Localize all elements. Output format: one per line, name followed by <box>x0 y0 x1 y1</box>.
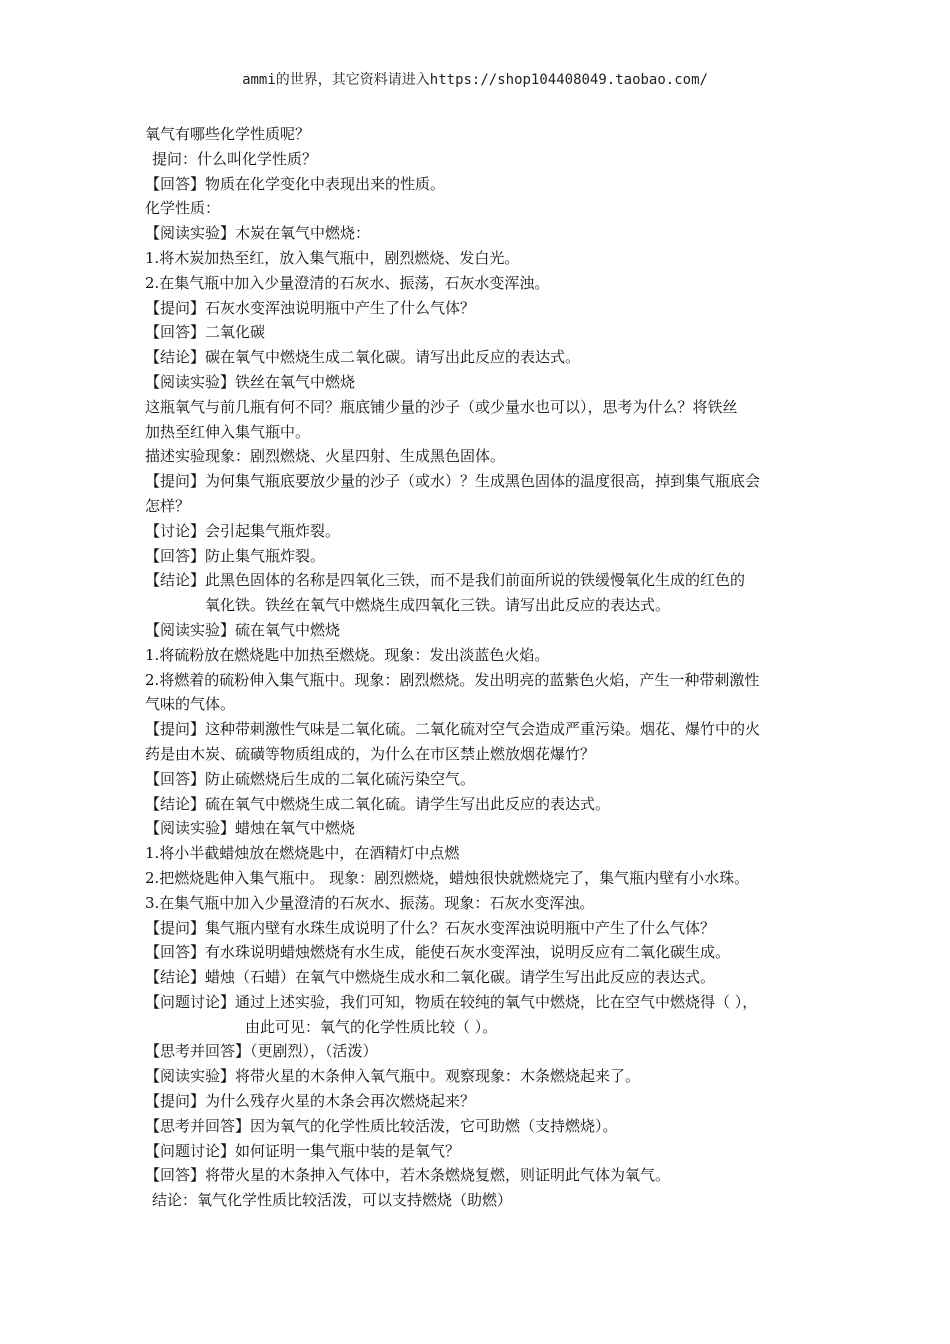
text-line: 由此可见：氧气的化学性质比较（ ）。 <box>245 1017 498 1036</box>
text-line: 【回答】防止硫燃烧后生成的二氧化硫污染空气。 <box>145 769 476 788</box>
text-line: 结论：氧气化学性质比较活泼，可以支持燃烧（助燃） <box>152 1191 513 1210</box>
text-line: 2.在集气瓶中加入少量澄清的石灰水、振荡，石灰水变浑浊。 <box>145 273 550 292</box>
header-prefix: ammi <box>242 72 276 88</box>
text-line: 【结论】碳在氧气中燃烧生成二氧化碳。请写出此反应的表达式。 <box>145 348 581 367</box>
text-line: 【提问】集气瓶内壁有水珠生成说明了什么？石灰水变浑浊说明瓶中产生了什么气体？ <box>145 918 716 937</box>
text-line: 【回答】将带火星的木条抻入气体中，若木条燃烧复燃，则证明此气体为氧气。 <box>145 1166 671 1185</box>
text-line: 气味的气体。 <box>145 695 236 714</box>
text-line: 2.把燃烧匙伸入集气瓶中。 现象：剧烈燃烧，蜡烛很快就燃烧完了，集气瓶内壁有小水珠。 <box>145 868 750 887</box>
text-line: 【结论】硫在氧气中燃烧生成二氧化硫。请学生写出此反应的表达式。 <box>145 794 611 813</box>
header-text: 的世界，其它资料请进入 <box>275 72 430 88</box>
text-line: 【阅读实验】木炭在氧气中燃烧： <box>145 224 371 243</box>
text-line: 药是由木炭、硫磺等物质组成的，为什么在市区禁止燃放烟花爆竹？ <box>145 744 596 763</box>
text-line: 【回答】二氧化碳 <box>145 323 266 342</box>
text-line: 【问题讨论】如何证明一集气瓶中装的是氧气？ <box>145 1141 461 1160</box>
text-line: 【阅读实验】铁丝在氧气中燃烧 <box>145 372 356 391</box>
text-line: 1.将小半截蜡烛放在燃烧匙中，在酒精灯中点燃 <box>145 844 460 863</box>
text-line: 加热至红伸入集气瓶中。 <box>145 422 311 441</box>
text-line: 【阅读实验】将带火星的木条伸入氧气瓶中。观察现象：木条燃烧起来了。 <box>145 1067 641 1086</box>
text-line: 【阅读实验】蜡烛在氧气中燃烧 <box>145 819 356 838</box>
text-line: 1.将木炭加热至红，放入集气瓶中，剧烈燃烧、发白光。 <box>145 248 520 267</box>
page-header <box>0 70 950 90</box>
text-line: 【结论】此黑色固体的名称是四氧化三铁，而不是我们前面所说的铁缓慢氧化生成的红色的 <box>145 571 746 590</box>
text-line: 【提问】为何集气瓶底要放少量的沙子（或水）？生成黑色固体的温度很高，掉到集气瓶底会 <box>145 472 761 491</box>
text-line: 【阅读实验】硫在氧气中燃烧 <box>145 620 341 639</box>
text-line: 【讨论】会引起集气瓶炸裂。 <box>145 521 341 540</box>
text-line: 【问题讨论】通过上述实验，我们可知，物质在较纯的氧气中燃烧，比在空气中燃烧得（ ）， <box>145 992 758 1011</box>
text-line: 【思考并回答】（更剧烈），（活泼） <box>145 1042 378 1061</box>
text-line: 怎样？ <box>145 496 191 515</box>
text-line: 【回答】物质在化学变化中表现出来的性质。 <box>145 174 446 193</box>
text-line: 描述实验现象：剧烈燃烧、火星四射、生成黑色固体。 <box>145 447 506 466</box>
text-line: 3.在集气瓶中加入少量澄清的石灰水、振荡。现象：石灰水变浑浊。 <box>145 893 595 912</box>
text-line: 这瓶氧气与前几瓶有何不同？瓶底铺少量的沙子（或少量水也可以），思考为什么？将铁丝 <box>145 397 738 416</box>
text-line: 【结论】蜡烛（石蜡）在氧气中燃烧生成水和二氧化碳。请学生写出此反应的表达式。 <box>145 968 716 987</box>
text-line: 1.将硫粉放在燃烧匙中加热至燃烧。现象：发出淡蓝色火焰。 <box>145 645 550 664</box>
text-line: 【思考并回答】因为氧气的化学性质比较活泼，它可助燃（支持燃烧）。 <box>145 1116 618 1135</box>
text-line: 【提问】这种带刺激性气味是二氧化硫。二氧化硫对空气会造成严重污染。烟花、爆竹中的火 <box>145 720 761 739</box>
text-line: 提问：什么叫化学性质？ <box>152 149 318 168</box>
header-url-link[interactable]: https://shop104408049.taobao.com/ <box>429 72 708 88</box>
text-line: 【提问】为什么残存火星的木条会再次燃烧起来？ <box>145 1092 476 1111</box>
text-line: 【回答】防止集气瓶炸裂。 <box>145 546 326 565</box>
text-line: 2.将燃着的硫粉伸入集气瓶中。现象：剧烈燃烧。发出明亮的蓝紫色火焰，产生一种带刺激性 <box>145 670 760 689</box>
text-line: 化学性质： <box>145 199 221 218</box>
text-line: 【提问】石灰水变浑浊说明瓶中产生了什么气体？ <box>145 298 476 317</box>
text-line: 氧化铁。铁丝在氧气中燃烧生成四氧化三铁。请写出此反应的表达式。 <box>205 596 671 615</box>
text-line: 氧气有哪些化学性质呢？ <box>145 125 311 143</box>
text-line: 【回答】有水珠说明蜡烛燃烧有水生成，能使石灰水变浑浊，说明反应有二氧化碳生成。 <box>145 943 731 962</box>
document-body <box>145 122 815 1213</box>
